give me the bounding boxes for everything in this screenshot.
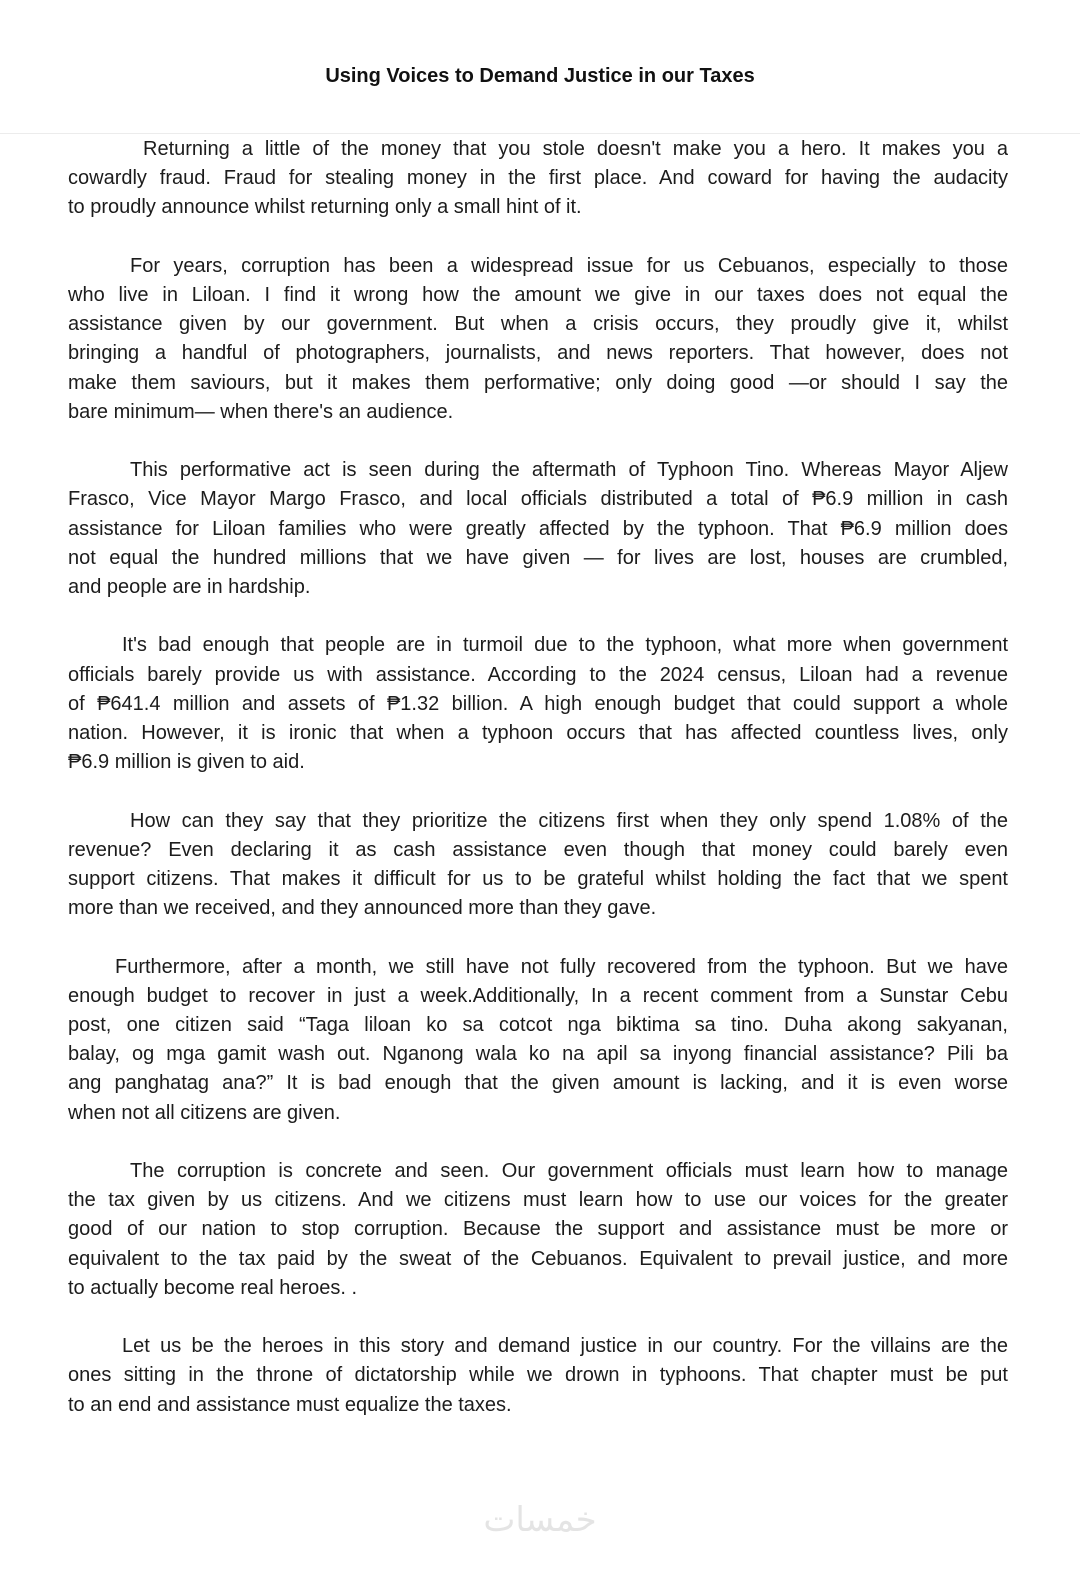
paragraph-line: assistance for Liloan families who were greatly affected by the typhoon. That ₱6.9 million does xyxy=(68,517,1008,540)
paragraph-line: and people are in hardship. xyxy=(68,576,311,599)
paragraph-line: support citizens. That makes it difficult for us to be grateful whilst holding the fact that we spent xyxy=(68,868,1008,891)
watermark-logo: خمسات xyxy=(483,1500,597,1540)
paragraph-line: the tax given by us citizens. And we citizens must learn how to use our voices for the greater xyxy=(68,1189,1008,1212)
paragraph-line: cowardly fraud. Fraud for stealing money in the first place. And coward for having the audacity xyxy=(68,167,1008,190)
paragraph-line: assistance given by our government. But when a crisis occurs, they proudly give it, whilst xyxy=(68,313,1008,336)
paragraph-line: equivalent to the tax paid by the sweat of the Cebuanos. Equivalent to prevail justice, and more xyxy=(68,1247,1008,1270)
document-title: Using Voices to Demand Justice in our Taxes xyxy=(325,65,755,87)
paragraph xyxy=(68,456,1008,602)
paragraph-line: of ₱641.4 million and assets of ₱1.32 billion. A high enough budget that could support a whole xyxy=(68,692,1008,715)
paragraph-line: not equal the hundred millions that we have given — for lives are lost, houses are crumbled, xyxy=(68,546,1008,569)
paragraph-line: when not all citizens are given. xyxy=(68,1101,341,1124)
paragraph-line: Let us be the heroes in this story and demand justice in our country. For the villains are the xyxy=(122,1335,1008,1358)
paragraph-line: This performative act is seen during the aftermath of Typhoon Tino. Whereas Mayor Aljew xyxy=(130,459,1008,482)
paragraph-line: Frasco, Vice Mayor Margo Frasco, and local officials distributed a total of ₱6.9 million in cash xyxy=(68,488,1008,511)
paragraph-line: good of our nation to stop corruption. Because the support and assistance must be more or xyxy=(68,1218,1008,1241)
paragraph-line: Furthermore, after a month, we still have not fully recovered from the typhoon. But we have xyxy=(115,955,1008,978)
paragraph-line: who live in Liloan. I find it wrong how the amount we give in our taxes does not equal the xyxy=(68,284,1008,306)
paragraph-line: The corruption is concrete and seen. Our government officials must learn how to manage xyxy=(130,1160,1008,1183)
paragraph-line: balay, og mga gamit wash out. Nganong wala ko na apil sa inyong financial assistance? Pili ba xyxy=(68,1043,1008,1066)
paragraph-line: revenue? Even declaring it as cash assistance even though that money could barely even xyxy=(68,838,1008,861)
paragraph xyxy=(68,135,1008,223)
paragraph-line: nation. However, it is ironic that when a typhoon occurs that has affected countless lives, only xyxy=(68,722,1008,745)
header-divider xyxy=(0,133,1080,134)
paragraph xyxy=(68,1332,1008,1420)
paragraph xyxy=(68,631,1008,777)
paragraph xyxy=(68,953,1008,1128)
paragraph-line: ang panghatag ana?” It is bad enough that the given amount is lacking, and it is even worse xyxy=(68,1072,1008,1095)
paragraph xyxy=(68,807,1008,924)
paragraph-line: enough budget to recover in just a week.Additionally, In a recent comment from a Sunstar Cebu xyxy=(68,984,1008,1007)
paragraph-line: ₱6.9 million is given to aid. xyxy=(68,751,305,774)
paragraph-line: more than we received, and they announced more than they gave. xyxy=(68,897,657,920)
paragraph-line: bringing a handful of photographers, journalists, and news reporters. That however, does not xyxy=(68,342,1008,365)
paragraph-line: ones sitting in the throne of dictatorship while we drown in typhoons. That chapter must be put xyxy=(68,1364,1008,1387)
paragraph xyxy=(68,1157,1008,1303)
paragraph xyxy=(68,252,1008,427)
paragraph-line: Returning a little of the money that you stole doesn't make you a hero. It makes you a xyxy=(143,138,1008,160)
paragraph-line: to an end and assistance must equalize the taxes. xyxy=(68,1393,512,1416)
paragraph-line: post, one citizen said “Taga liloan ko sa cotcot nga biktima sa tino. Duha akong sakyanan, xyxy=(68,1014,1008,1037)
paragraph-line: to proudly announce whilst returning only a small hint of it. xyxy=(68,196,582,219)
paragraph-line: For years, corruption has been a widespread issue for us Cebuanos, especially to those xyxy=(130,254,1008,277)
paragraph-line: officials barely provide us with assistance. According to the 2024 census, Liloan had a revenue xyxy=(68,663,1008,686)
paragraph-line: bare minimum— when there's an audience. xyxy=(68,400,454,423)
paragraph-line: It's bad enough that people are in turmoil due to the typhoon, what more when government xyxy=(122,634,1008,657)
paragraph-line: make them saviours, but it makes them performative; only doing good —or should I say the xyxy=(68,371,1008,394)
document-body xyxy=(68,135,1008,1449)
paragraph-line: How can they say that they prioritize the citizens first when they only spend 1.08% of the xyxy=(130,809,1008,832)
paragraph-line: to actually become real heroes. . xyxy=(68,1276,358,1299)
